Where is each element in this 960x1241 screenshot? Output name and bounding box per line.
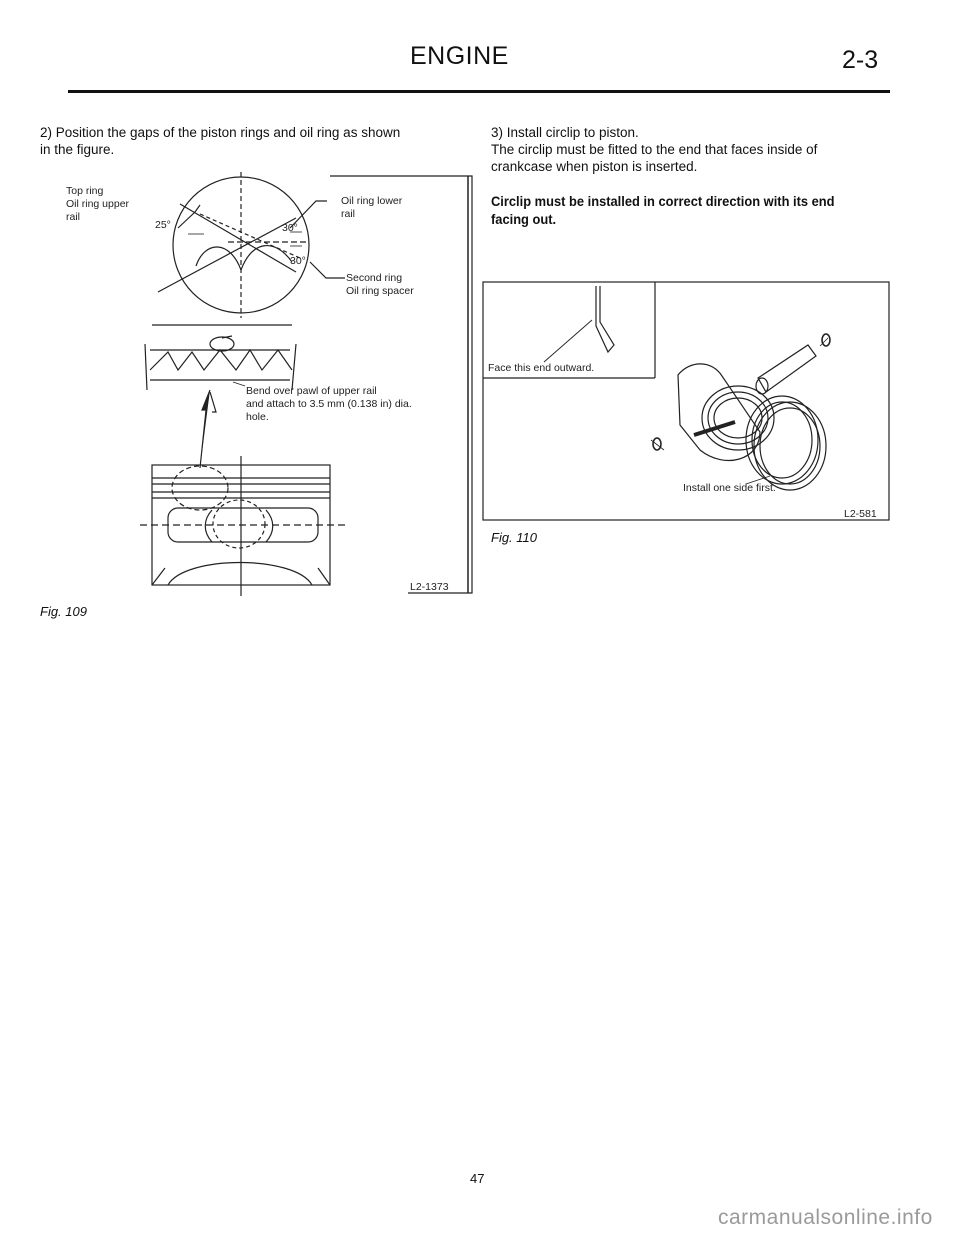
step-3-line-2: The circlip must be fitted to the end that faces inside of xyxy=(491,142,818,157)
warning-line-2: facing out. xyxy=(491,211,557,227)
label-oil-ring-upper: Oil ring upper xyxy=(66,198,130,210)
step-3-line-3: crankcase when piston is inserted. xyxy=(491,159,698,174)
label-install-one-side: Install one side first. xyxy=(683,482,776,494)
label-angle-25: 25° xyxy=(155,219,171,231)
label-oil-ring-spacer: Oil ring spacer xyxy=(346,285,414,297)
label-face-end: Face this end outward. xyxy=(488,362,595,374)
fig-110-code: L2-581 xyxy=(844,508,877,520)
fig-109-code: L2-1373 xyxy=(410,581,449,593)
label-angle-30-b: 30° xyxy=(290,255,306,267)
page-number: 47 xyxy=(470,1171,485,1186)
section-title: ENGINE xyxy=(410,42,509,70)
step-2-line-1: 2) Position the gaps of the piston rings and oil ring as shown xyxy=(40,125,401,140)
label-oil-ring-lower: Oil ring lower xyxy=(341,195,403,207)
label-rail: rail xyxy=(66,211,81,223)
watermark: carmanualsonline.info xyxy=(718,1206,933,1229)
label-angle-30-a: 30° xyxy=(282,222,298,234)
step-2-line-2: in the figure. xyxy=(40,142,115,157)
fig-109-caption: Fig. 109 xyxy=(40,604,87,619)
warning-line-1: Circlip must be installed in correct direction with its end xyxy=(491,193,835,209)
page-code: 2-3 xyxy=(842,46,879,74)
fig-110-caption: Fig. 110 xyxy=(491,530,538,545)
label-bend-line-3: hole. xyxy=(246,411,269,423)
label-bend-line-2: and attach to 3.5 mm (0.138 in) dia. xyxy=(246,398,412,410)
step-3-line-1: 3) Install circlip to piston. xyxy=(491,125,639,140)
label-top-ring: Top ring xyxy=(66,185,104,197)
label-bend-line-1: Bend over pawl of upper rail xyxy=(246,385,377,397)
label-second-ring: Second ring xyxy=(346,272,403,284)
label-rail-lower: rail xyxy=(341,208,356,220)
